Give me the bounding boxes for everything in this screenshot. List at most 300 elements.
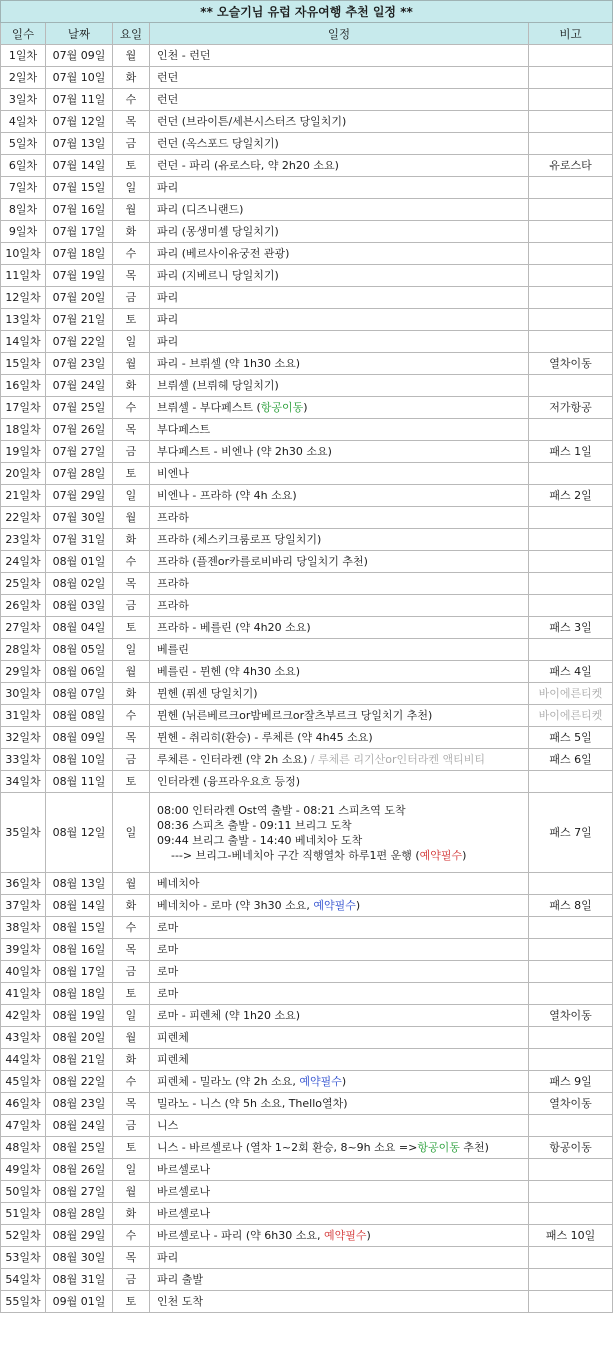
plan-cell [150, 1093, 529, 1115]
day-cell: 22일차 [1, 507, 46, 529]
plan-text: ) [366, 1228, 371, 1242]
date-cell: 08월 09일 [46, 727, 113, 749]
note-cell [529, 111, 613, 133]
plan-text: 프라하 (플젠or카를로비바리 당일치기 추천) [157, 554, 368, 568]
plan-line [157, 921, 178, 934]
plan-cell [150, 771, 529, 793]
plan-line [157, 115, 346, 128]
plan-cell [150, 375, 529, 397]
plan-text: 베를린 [157, 642, 189, 656]
day-cell: 45일차 [1, 1071, 46, 1093]
day-cell: 10일차 [1, 243, 46, 265]
plan-line [157, 357, 300, 370]
plan-cell [150, 243, 529, 265]
plan-line [157, 1075, 346, 1088]
weekday-cell: 화 [113, 1049, 150, 1071]
plan-line [157, 489, 297, 502]
date-cell: 07월 14일 [46, 155, 113, 177]
plan-cell [150, 873, 529, 895]
plan-line [157, 833, 524, 848]
day-cell: 4일차 [1, 111, 46, 133]
plan-text: ) [355, 898, 361, 912]
weekday-cell: 목 [113, 727, 150, 749]
plan-line [157, 665, 300, 678]
plan-cell [150, 1137, 529, 1159]
note-cell: 패스 1일 [529, 441, 613, 463]
plan-text: 파리 출발 [157, 1272, 204, 1286]
date-cell: 08월 24일 [46, 1115, 113, 1137]
note-cell [529, 1203, 613, 1225]
plan-text: 파리 (디즈니랜드) [157, 202, 244, 216]
date-cell: 08월 25일 [46, 1137, 113, 1159]
weekday-cell: 목 [113, 1247, 150, 1269]
weekday-cell: 일 [113, 331, 150, 353]
weekday-cell: 월 [113, 353, 150, 375]
plan-cell [150, 397, 529, 419]
weekday-cell: 화 [113, 895, 150, 917]
plan-text: 피렌체 [157, 1052, 189, 1066]
date-cell: 08월 08일 [46, 705, 113, 727]
date-cell: 08월 10일 [46, 749, 113, 771]
table-row [1, 1247, 613, 1269]
note-cell [529, 309, 613, 331]
plan-cell [150, 895, 529, 917]
plan-text: 파리 [157, 312, 179, 326]
weekday-cell: 목 [113, 111, 150, 133]
plan-line [157, 467, 189, 480]
table-row [1, 595, 613, 617]
day-cell: 15일차 [1, 353, 46, 375]
table-row [1, 221, 613, 243]
weekday-cell: 월 [113, 507, 150, 529]
day-cell: 3일차 [1, 89, 46, 111]
table-row [1, 661, 613, 683]
plan-text: 파리 (몽생미셸 당일치기) [157, 224, 279, 238]
plan-cell [150, 265, 529, 287]
note-cell: 패스 8일 [529, 895, 613, 917]
plan-cell [150, 551, 529, 573]
plan-cell [150, 1027, 529, 1049]
plan-line [157, 877, 200, 890]
weekday-cell: 월 [113, 1181, 150, 1203]
plan-line [157, 1295, 203, 1308]
date-cell: 08월 05일 [46, 639, 113, 661]
weekday-cell: 월 [113, 199, 150, 221]
day-cell: 28일차 [1, 639, 46, 661]
table-row [1, 133, 613, 155]
plan-text: 비엔나 [157, 466, 189, 480]
plan-line [157, 1119, 178, 1132]
plan-line [157, 1141, 489, 1154]
table-row [1, 463, 613, 485]
plan-text: ) [462, 848, 467, 862]
plan-text: 프라하 - 베를린 (약 4h20 소요) [157, 620, 311, 634]
plan-line [157, 313, 178, 326]
plan-text: 베를린 - 뮌헨 (약 4h30 소요) [157, 664, 301, 678]
highlight-text: 예약필수 [323, 1228, 367, 1242]
plan-cell [150, 331, 529, 353]
header-plan: 일정 [150, 23, 529, 45]
table-row [1, 793, 613, 873]
note-cell [529, 529, 613, 551]
weekday-cell: 수 [113, 243, 150, 265]
plan-cell [150, 1269, 529, 1291]
day-cell: 31일차 [1, 705, 46, 727]
plan-text: 파리 [157, 290, 179, 304]
day-cell: 53일차 [1, 1247, 46, 1269]
plan-text: 런던 [157, 92, 179, 106]
plan-line [157, 401, 308, 414]
date-cell: 07월 09일 [46, 45, 113, 67]
day-cell: 5일차 [1, 133, 46, 155]
header-note: 비고 [529, 23, 613, 45]
header-date: 날짜 [46, 23, 113, 45]
table-row [1, 45, 613, 67]
day-cell: 13일차 [1, 309, 46, 331]
note-cell [529, 265, 613, 287]
note-cell [529, 287, 613, 309]
plan-cell [150, 639, 529, 661]
weekday-cell: 금 [113, 441, 150, 463]
date-cell: 07월 20일 [46, 287, 113, 309]
plan-text: 파리 (베르사이유궁전 관광) [157, 246, 290, 260]
date-cell: 08월 14일 [46, 895, 113, 917]
date-cell: 08월 19일 [46, 1005, 113, 1027]
note-cell: 패스 7일 [529, 793, 613, 873]
date-cell: 07월 24일 [46, 375, 113, 397]
weekday-cell: 일 [113, 793, 150, 873]
day-cell: 20일차 [1, 463, 46, 485]
plan-line [157, 709, 432, 722]
table-row [1, 749, 613, 771]
day-cell: 27일차 [1, 617, 46, 639]
plan-text: 피렌체 - 밀라노 (약 2h 소요, [157, 1074, 300, 1088]
plan-line [157, 943, 178, 956]
plan-cell [150, 419, 529, 441]
note-cell [529, 983, 613, 1005]
note-cell [529, 1269, 613, 1291]
plan-line [157, 49, 210, 62]
day-cell: 24일차 [1, 551, 46, 573]
note-cell [529, 199, 613, 221]
day-cell: 6일차 [1, 155, 46, 177]
plan-line [157, 731, 373, 744]
weekday-cell: 토 [113, 771, 150, 793]
date-cell: 08월 28일 [46, 1203, 113, 1225]
title-row [1, 1, 613, 23]
date-cell: 07월 26일 [46, 419, 113, 441]
plan-cell [150, 353, 529, 375]
plan-text: 08:00 인터라켄 Ost역 출발 - 08:21 스피츠역 도착 [157, 803, 406, 817]
note-cell [529, 1159, 613, 1181]
date-cell: 08월 16일 [46, 939, 113, 961]
note-cell [529, 221, 613, 243]
weekday-cell: 일 [113, 1159, 150, 1181]
date-cell: 07월 15일 [46, 177, 113, 199]
weekday-cell: 월 [113, 45, 150, 67]
date-cell: 08월 22일 [46, 1071, 113, 1093]
date-cell: 07월 21일 [46, 309, 113, 331]
weekday-cell: 금 [113, 133, 150, 155]
plan-cell [150, 529, 529, 551]
plan-text: 로마 [157, 964, 179, 978]
table-row [1, 67, 613, 89]
plan-line [157, 803, 524, 818]
plan-text: 파리 [157, 334, 179, 348]
plan-cell [150, 89, 529, 111]
note-cell [529, 917, 613, 939]
table-row [1, 1225, 613, 1247]
date-cell: 08월 18일 [46, 983, 113, 1005]
plan-line [157, 533, 321, 546]
weekday-cell: 수 [113, 551, 150, 573]
weekday-cell: 목 [113, 573, 150, 595]
note-cell [529, 45, 613, 67]
plan-text: ) [341, 1074, 347, 1088]
date-cell: 07월 10일 [46, 67, 113, 89]
plan-cell [150, 1159, 529, 1181]
plan-text: 로마 [157, 942, 179, 956]
plan-cell [150, 1247, 529, 1269]
day-cell: 12일차 [1, 287, 46, 309]
plan-text: 로마 [157, 920, 179, 934]
date-cell: 07월 17일 [46, 221, 113, 243]
weekday-cell: 금 [113, 595, 150, 617]
table-row [1, 983, 613, 1005]
table-row [1, 353, 613, 375]
plan-cell [150, 309, 529, 331]
plan-line [157, 291, 178, 304]
table-row [1, 705, 613, 727]
plan-cell [150, 45, 529, 67]
plan-text: 파리 [157, 180, 179, 194]
plan-text: 프라하 [157, 576, 189, 590]
weekday-cell: 금 [113, 961, 150, 983]
date-cell: 08월 21일 [46, 1049, 113, 1071]
date-cell: 08월 31일 [46, 1269, 113, 1291]
date-cell: 07월 19일 [46, 265, 113, 287]
note-cell: 열차이동 [529, 353, 613, 375]
table-row [1, 1071, 613, 1093]
date-cell: 07월 30일 [46, 507, 113, 529]
day-cell: 44일차 [1, 1049, 46, 1071]
date-cell: 08월 27일 [46, 1181, 113, 1203]
plan-line [157, 269, 279, 282]
plan-line [157, 987, 178, 1000]
day-cell: 39일차 [1, 939, 46, 961]
note-cell: 패스 5일 [529, 727, 613, 749]
note-cell: 패스 3일 [529, 617, 613, 639]
date-cell: 08월 12일 [46, 793, 113, 873]
header-day: 일수 [1, 23, 46, 45]
plan-text: 부다페스트 - 비엔나 (약 2h30 소요) [157, 444, 332, 458]
weekday-cell: 수 [113, 1225, 150, 1247]
date-cell: 08월 01일 [46, 551, 113, 573]
plan-text: 니스 - 바르셀로나 (열차 1~2회 환승, 8~9h 소요 => [157, 1140, 418, 1154]
weekday-cell: 수 [113, 89, 150, 111]
plan-text: 베네치아 - 로마 (약 3h30 소요, [157, 898, 314, 912]
note-cell: 바이에른티켓 [529, 705, 613, 727]
plan-line [157, 899, 360, 912]
plan-text: 비엔나 - 프라하 (약 4h 소요) [157, 488, 297, 502]
note-cell [529, 939, 613, 961]
day-cell: 30일차 [1, 683, 46, 705]
plan-text: 09:44 브리그 출발 - 14:40 베네치아 도착 [157, 833, 363, 847]
table-row [1, 1181, 613, 1203]
weekday-cell: 화 [113, 529, 150, 551]
date-cell: 08월 11일 [46, 771, 113, 793]
itinerary-body [1, 45, 613, 1313]
day-cell: 18일차 [1, 419, 46, 441]
plan-cell [150, 727, 529, 749]
day-cell: 7일차 [1, 177, 46, 199]
weekday-cell: 월 [113, 1027, 150, 1049]
table-row [1, 1137, 613, 1159]
weekday-cell: 월 [113, 661, 150, 683]
day-cell: 48일차 [1, 1137, 46, 1159]
plan-line [157, 1097, 348, 1110]
weekday-cell: 목 [113, 265, 150, 287]
date-cell: 08월 26일 [46, 1159, 113, 1181]
highlight-text: / 루체른 리기산or인터라켄 액티비티 [310, 752, 485, 766]
plan-cell [150, 595, 529, 617]
weekday-cell: 화 [113, 1203, 150, 1225]
day-cell: 23일차 [1, 529, 46, 551]
table-row [1, 1291, 613, 1313]
plan-cell [150, 573, 529, 595]
date-cell: 07월 12일 [46, 111, 113, 133]
date-cell: 08월 06일 [46, 661, 113, 683]
plan-line [157, 203, 243, 216]
table-row [1, 485, 613, 507]
date-cell: 07월 16일 [46, 199, 113, 221]
day-cell: 51일차 [1, 1203, 46, 1225]
plan-cell [150, 111, 529, 133]
day-cell: 14일차 [1, 331, 46, 353]
day-cell: 46일차 [1, 1093, 46, 1115]
note-cell [529, 507, 613, 529]
day-cell: 26일차 [1, 595, 46, 617]
plan-cell [150, 1049, 529, 1071]
plan-line [157, 1251, 178, 1264]
note-cell: 패스 2일 [529, 485, 613, 507]
plan-text: 런던 (옥스포드 당일치기) [157, 136, 279, 150]
table-row [1, 1159, 613, 1181]
weekday-cell: 수 [113, 917, 150, 939]
day-cell: 37일차 [1, 895, 46, 917]
plan-text: 뮌헨 (퓌센 당일치기) [157, 686, 258, 700]
plan-text: 추천) [459, 1140, 489, 1154]
table-row [1, 939, 613, 961]
plan-line [157, 621, 311, 634]
plan-cell [150, 177, 529, 199]
plan-line [157, 1031, 189, 1044]
table-row [1, 199, 613, 221]
day-cell: 54일차 [1, 1269, 46, 1291]
plan-cell [150, 1071, 529, 1093]
note-cell [529, 133, 613, 155]
day-cell: 42일차 [1, 1005, 46, 1027]
note-cell [529, 1291, 613, 1313]
date-cell: 07월 25일 [46, 397, 113, 419]
plan-line [157, 181, 178, 194]
day-cell: 36일차 [1, 873, 46, 895]
plan-cell [150, 793, 529, 873]
date-cell: 08월 04일 [46, 617, 113, 639]
note-cell: 유로스타 [529, 155, 613, 177]
date-cell: 08월 20일 [46, 1027, 113, 1049]
weekday-cell: 토 [113, 1137, 150, 1159]
day-cell: 35일차 [1, 793, 46, 873]
weekday-cell: 토 [113, 617, 150, 639]
date-cell: 08월 23일 [46, 1093, 113, 1115]
day-cell: 40일차 [1, 961, 46, 983]
plan-cell [150, 1291, 529, 1313]
plan-text: 로마 - 피렌체 (약 1h20 소요) [157, 1008, 301, 1022]
note-cell: 패스 6일 [529, 749, 613, 771]
weekday-cell: 월 [113, 873, 150, 895]
table-row [1, 1115, 613, 1137]
table-row [1, 331, 613, 353]
plan-line [157, 247, 289, 260]
day-cell: 17일차 [1, 397, 46, 419]
day-cell: 16일차 [1, 375, 46, 397]
plan-text: 파리 - 브뤼셀 (약 1h30 소요) [157, 356, 301, 370]
plan-cell [150, 939, 529, 961]
table-row [1, 639, 613, 661]
note-cell [529, 551, 613, 573]
weekday-cell: 금 [113, 749, 150, 771]
plan-line [157, 775, 300, 788]
date-cell: 07월 23일 [46, 353, 113, 375]
plan-text: 바르셀로나 [157, 1162, 211, 1176]
plan-line [157, 159, 339, 172]
table-row [1, 419, 613, 441]
weekday-cell: 금 [113, 1269, 150, 1291]
weekday-cell: 화 [113, 221, 150, 243]
plan-text: 피렌체 [157, 1030, 189, 1044]
note-cell [529, 1027, 613, 1049]
table-row [1, 375, 613, 397]
plan-cell [150, 441, 529, 463]
table-row [1, 1203, 613, 1225]
weekday-cell: 화 [113, 375, 150, 397]
table-row [1, 155, 613, 177]
table-row [1, 961, 613, 983]
plan-line [157, 1053, 189, 1066]
plan-text: 인천 도착 [157, 1294, 204, 1308]
note-cell [529, 595, 613, 617]
weekday-cell: 토 [113, 983, 150, 1005]
plan-line [157, 1207, 210, 1220]
plan-text: 런던 (브라이튼/세븐시스터즈 당일치기) [157, 114, 347, 128]
weekday-cell: 토 [113, 1291, 150, 1313]
plan-line [157, 1009, 300, 1022]
plan-text: 인터라켄 (융프라우요흐 등정) [157, 774, 301, 788]
note-cell: 패스 9일 [529, 1071, 613, 1093]
plan-cell [150, 1225, 529, 1247]
plan-line [157, 965, 178, 978]
plan-line [157, 818, 524, 833]
plan-text: 바르셀로나 - 파리 (약 6h30 소요, [157, 1228, 324, 1242]
weekday-cell: 일 [113, 485, 150, 507]
weekday-cell: 화 [113, 683, 150, 705]
weekday-cell: 금 [113, 1115, 150, 1137]
plan-text: 로마 [157, 986, 179, 1000]
day-cell: 19일차 [1, 441, 46, 463]
date-cell: 07월 11일 [46, 89, 113, 111]
date-cell: 08월 29일 [46, 1225, 113, 1247]
